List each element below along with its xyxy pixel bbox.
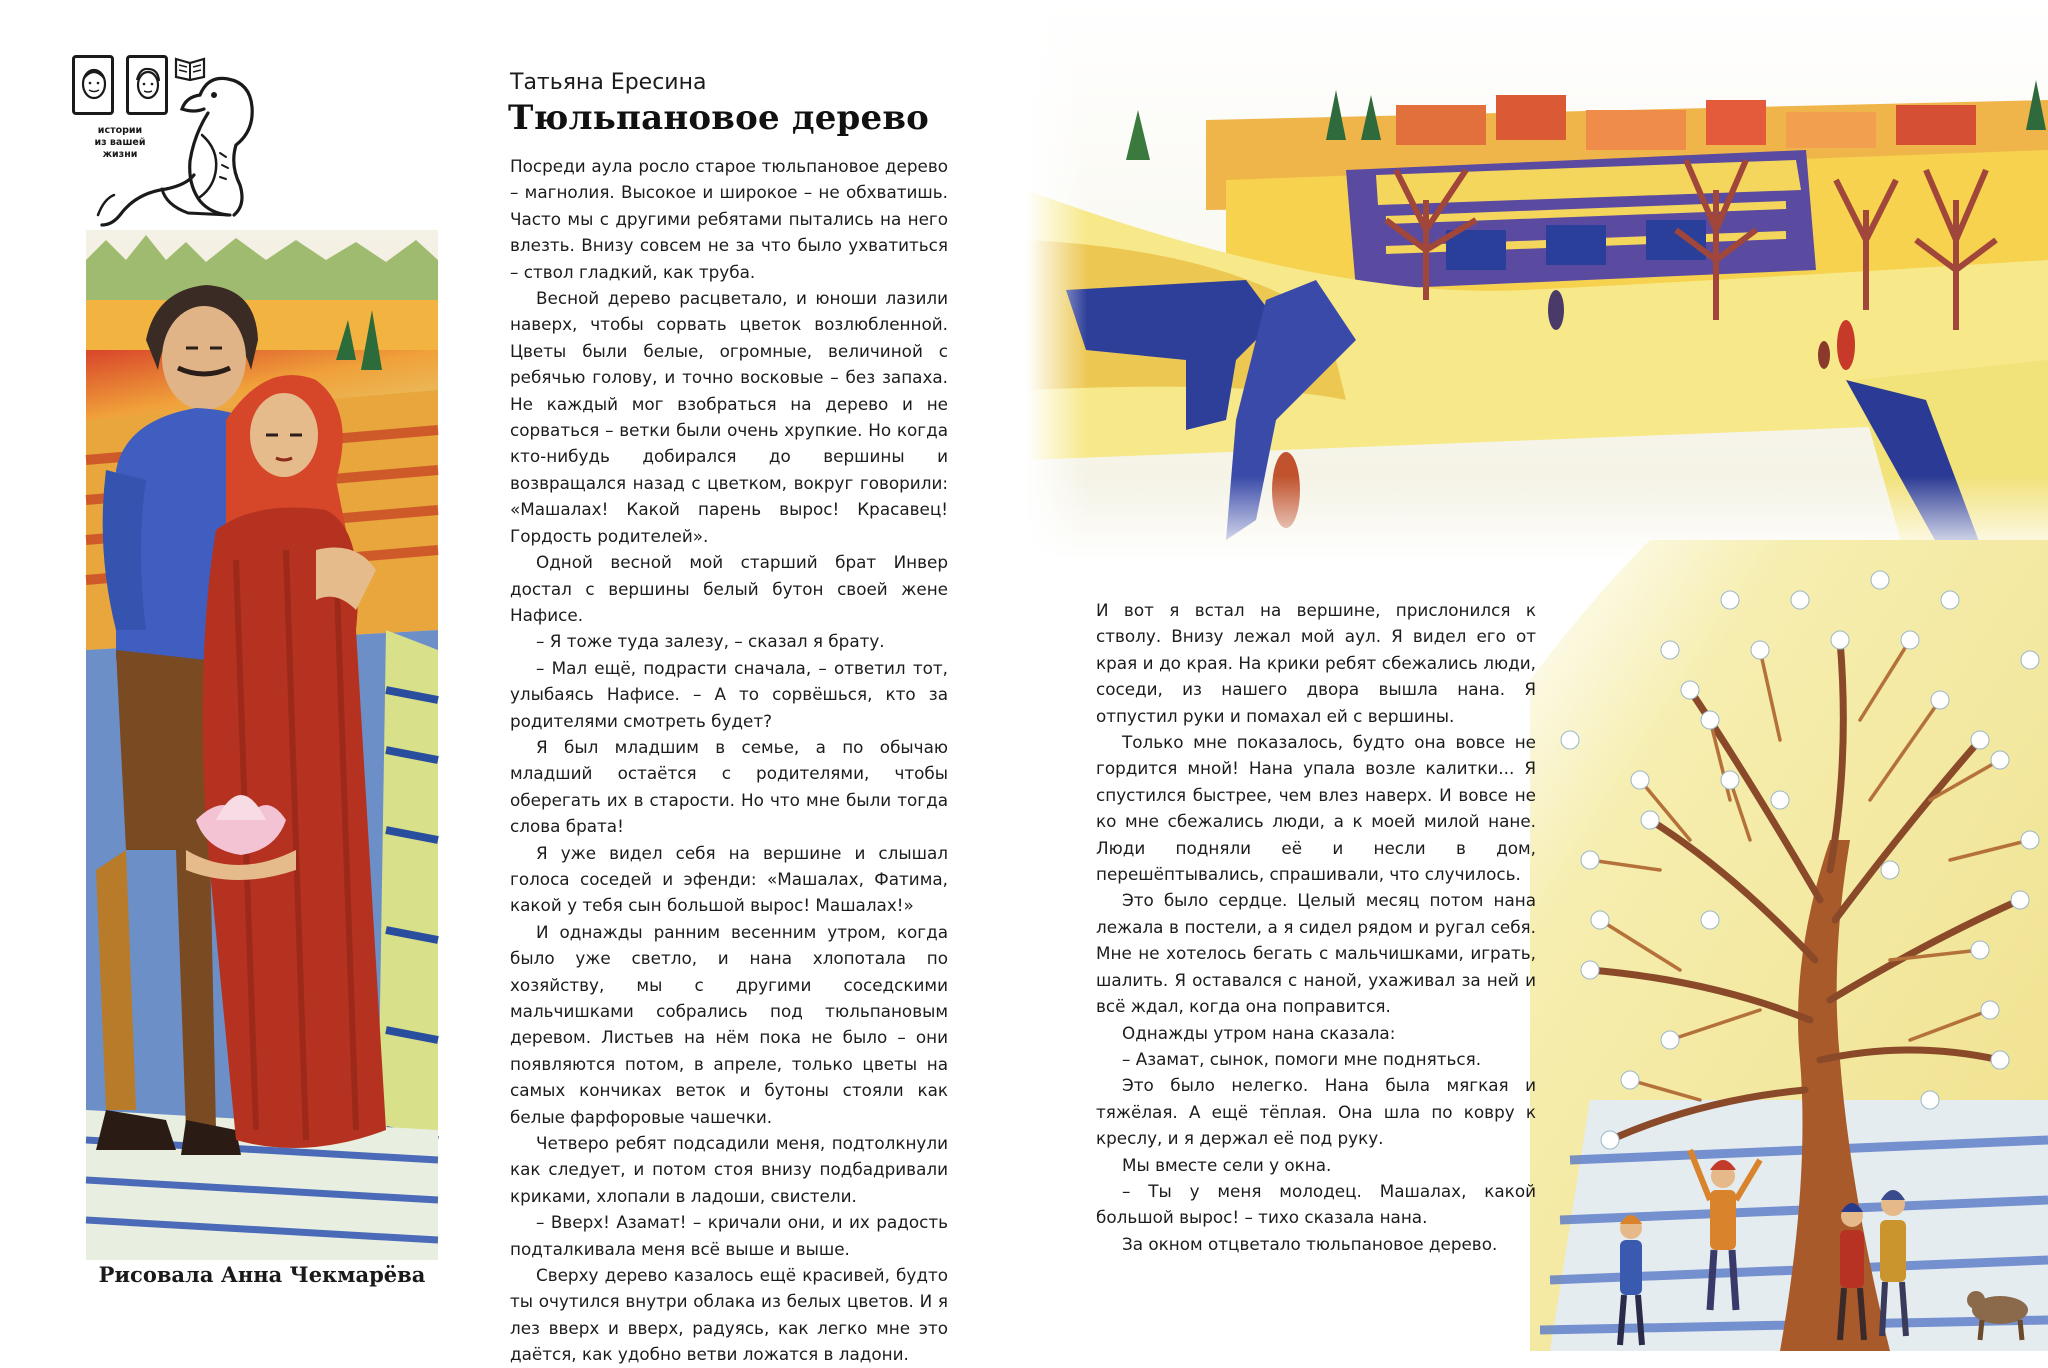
paragraph: – Ты у меня молодец. Машалах, какой большой вырос! – тихо сказала нана. (1096, 1180, 1536, 1228)
logo-caption-line: из вашей (94, 137, 146, 148)
paragraph: И вот я встал на вершине, прислонился к стволу. Внизу лежал мой аул. Я видел его от края и до края. На крики ребят сбежались люди, соседи, из нашего двора вышла нана. Я отпустил руки и помахал ей с вершины. (1096, 600, 1536, 726)
author-name: Татьяна Ересина (510, 70, 707, 95)
paragraph: И однажды ранним весенним утром, когда было уже светло, и нана хлопотала по хозяйству, мы с другими соседскими мальчишками собрались под тюльпановым деревом. Листьев на нём пока не было – они появляются потом, в апреле, только цветы на самых кончиках веток и бутоны стояли как белые фарфоровые чашечки. (510, 921, 948, 1127)
illustration-tulip-tree (1530, 540, 2048, 1351)
story-title: Тюльпановое дерево (508, 98, 930, 138)
text-column-1 (510, 153, 948, 1368)
logo-caption-line: истории (97, 125, 143, 136)
paragraph: Одной весной мой старший брат Инвер достал с вершины белый бутон своей жене Нафисе. (510, 552, 948, 625)
paragraph: Я уже видел себя на вершине и слышал голоса соседей и эфенди: «Машалах, Фатима, какой у тебя сын большой вырос! Машалах!» (510, 842, 948, 916)
paragraph: Однажды утром нана сказала: (1122, 1022, 1396, 1043)
paragraph: Весной дерево расцветало, и юноши лазили наверх, чтобы сорвать цветок возлюбленной. Цветы были белые, огромные, величиной с ребячью голову, и точно восковые – без запаха. Не каждый мог взобраться на дерево и не сорваться – ветки были очень хрупкие. Но когда кто-нибудь добирался до вершины и возвращался назад с цветком, вокруг говорили: «Машалах! Какой парень вырос! Красавец! Гордость родителей». (510, 288, 948, 546)
illustration-couple (86, 230, 438, 1260)
paragraph: Это было нелегко. Нана была мягкая и тяжёлая. А ещё тёплая. Она шла по ковру к креслу, и я держал её под руку. (1096, 1075, 1536, 1149)
paragraph: – Вверх! Азамат! – кричали они, и их радость подталкивала меня всё выше и выше. (510, 1212, 948, 1259)
illustration-village (1026, 0, 2048, 560)
storyteller-bird-icon (90, 65, 270, 235)
illustration-credit: Рисовала Анна Чекмарёва (98, 1262, 426, 1287)
paragraph: Мы вместе сели у окна. (1122, 1154, 1332, 1175)
paragraph: За окном отцветало тюльпановое дерево. (1122, 1233, 1498, 1254)
paragraph: Я был младшим в семье, а по обычаю младший остаётся с родителями, чтобы оберегать их в старости. Но что мне были тогда слова брата! (510, 736, 948, 837)
paragraph: Только мне показалось, будто она вовсе не гордится мной! Нана упала возле калитки... Я спустился быстрее, чем влез наверх. И вовсе не ко мне сбежались люди, а к моей милой нане. Люди подняли её и несли в дом, перешёптывались, спрашивали, что случилось. (1096, 732, 1536, 885)
text-column-2 (1096, 597, 1536, 1257)
paragraph: – Азамат, сынок, помоги мне подняться. (1122, 1048, 1482, 1069)
logo-caption-line: жизни (102, 149, 138, 160)
paragraph: Четверо ребят подсадили меня, подтолкнули как следует, и потом стоя внизу подбадривали криками, хлопали в ладоши, свистели. (510, 1133, 948, 1206)
paragraph: Сверху дерево казалось ещё красивей, будто ты очутился внутри облака из белых цветов. И я лез вверх и вверх, радуясь, как легко мне это даётся, как удобно ветви ложатся в ладони. (510, 1265, 948, 1365)
paragraph: Это было сердце. Целый месяц потом нана лежала в постели, а я сидел рядом и ругал себя. Мне не хотелось бегать с мальчишками, играть, шалить. Я оставался с наной, ухаживал за ней и всё ждал, когда она поправится. (1096, 890, 1536, 1017)
paragraph: – Я тоже туда залезу, – сказал я брату. (536, 631, 885, 652)
paragraph: Посреди аула росло старое тюльпановое дерево – магнолия. Высокое и широкое – не обхватишь. Часто мы с другими ребятами пытались на него влезть. Внизу совсем не за что было ухватиться – ствол гладкий, как труба. (510, 156, 948, 282)
magazine-logo (70, 55, 270, 230)
paragraph: – Мал ещё, подрасти сначала, – ответил тот, улыбаясь Нафисе. – А то сорвёшься, кто за родителями смотреть будет? (510, 657, 948, 731)
